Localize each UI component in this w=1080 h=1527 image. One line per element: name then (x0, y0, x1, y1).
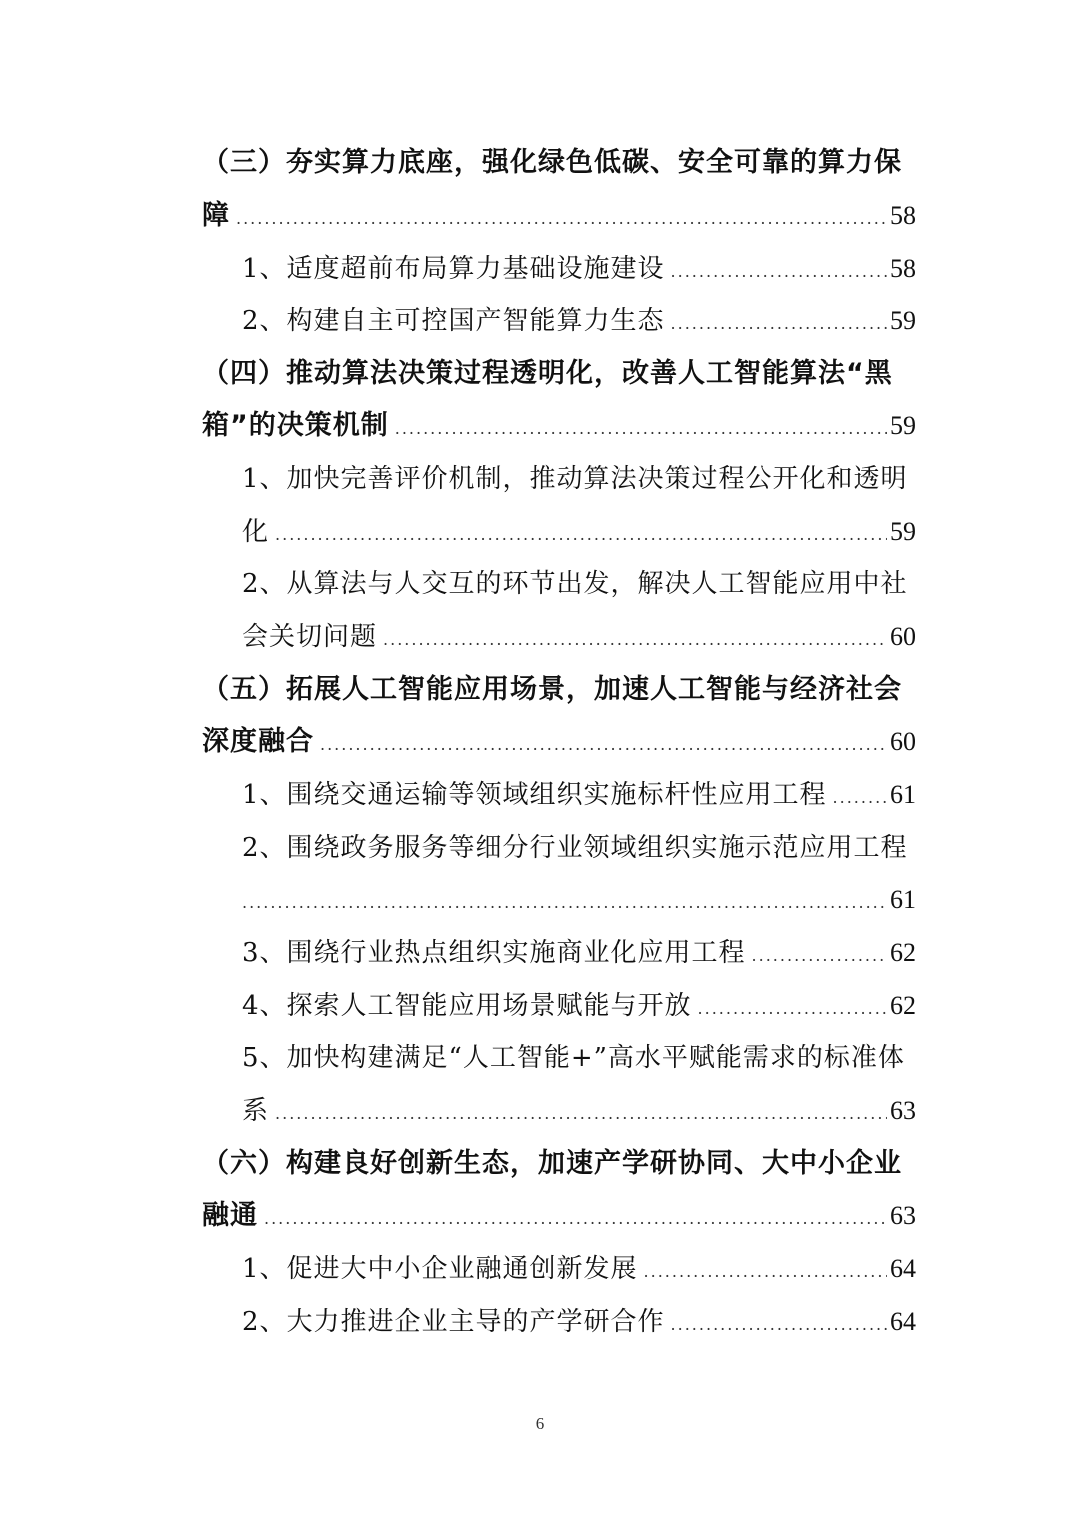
toc-line-text: 5、加快构建满足“人工智能+”高水平赋能需求的标准体 (242, 1043, 905, 1073)
toc-line-text: （六）构建良好创新生态，加速产学研协同、大中小企业 (202, 1148, 902, 1179)
toc-line-text: 2、围绕政务服务等细分行业领域组织实施示范应用工程 (242, 833, 908, 863)
dot-leader (383, 618, 887, 662)
toc-line-text: 融通 (202, 1200, 258, 1231)
toc-line (242, 299, 916, 343)
toc-line (202, 720, 916, 764)
toc-page-number: 63 (890, 1096, 916, 1125)
toc-line-text: 1、适度超前布局算力基础设施建设 (242, 254, 665, 284)
toc-page-number: 64 (890, 1254, 916, 1283)
toc-line-text: 1、围绕交通运输等领域组织实施标杆性应用工程 (242, 780, 827, 810)
toc-page-number: 64 (890, 1307, 916, 1336)
toc-page-number: 59 (890, 306, 916, 335)
toc-line (242, 984, 916, 1028)
toc-line-text: 箱”的决策机制 (202, 410, 389, 441)
toc-line-text: 3、围绕行业热点组织实施商业化应用工程 (242, 938, 746, 968)
toc-line-text: 1、促进大中小企业融通创新发展 (242, 1254, 638, 1284)
toc-line (242, 1300, 916, 1344)
toc-line (202, 1142, 916, 1186)
toc-page-number: 59 (890, 517, 916, 546)
page-number: 6 (535, 1414, 545, 1433)
dot-leader (644, 1250, 887, 1294)
toc-page-number: 60 (890, 622, 916, 651)
toc-line-text: 2、大力推进企业主导的产学研合作 (242, 1307, 665, 1337)
toc-line (202, 194, 916, 238)
toc-page-number: 63 (890, 1201, 916, 1230)
toc-line (242, 931, 916, 975)
toc-line (242, 247, 916, 291)
toc-page-number: 60 (890, 727, 916, 756)
dot-leader (671, 250, 887, 294)
toc-line-text: 2、从算法与人交互的环节出发，解决人工智能应用中社 (242, 569, 908, 599)
toc-page-number: 62 (890, 938, 916, 967)
toc-line-text: （四）推动算法决策过程透明化，改善人工智能算法“黑 (202, 358, 893, 389)
toc-page-number: 58 (890, 201, 916, 230)
toc-line (242, 615, 916, 659)
toc-line (202, 1194, 916, 1238)
toc-page-number: 58 (890, 254, 916, 283)
toc-page-number: 61 (890, 885, 916, 914)
toc-line (242, 1247, 916, 1291)
toc-line (242, 1036, 916, 1080)
dot-leader (264, 1197, 887, 1241)
toc-line (242, 878, 916, 922)
toc-line (242, 562, 916, 606)
toc-page-number: 59 (890, 411, 916, 440)
toc-line-text: 会关切问题 (242, 622, 378, 652)
dot-leader (752, 934, 887, 978)
toc-line (242, 773, 916, 817)
toc-line-text: 4、探索人工智能应用场景赋能与开放 (242, 991, 692, 1021)
toc-line (242, 1089, 916, 1133)
toc-line-text: 障 (202, 200, 230, 231)
dot-leader (395, 407, 887, 451)
toc-line-text: 1、加快完善评价机制，推动算法决策过程公开化和透明 (242, 464, 908, 494)
dot-leader (671, 302, 887, 346)
toc-line-text: 2、构建自主可控国产智能算力生态 (242, 306, 665, 336)
toc-line (202, 141, 916, 185)
toc-page-number: 62 (890, 991, 916, 1020)
toc-line-text: （三）夯实算力底座，强化绿色低碳、安全可靠的算力保 (202, 147, 902, 178)
toc-line-text: （五）拓展人工智能应用场景，加速人工智能与经济社会 (202, 674, 902, 705)
toc-line-text: 深度融合 (202, 726, 314, 757)
dot-leader (242, 881, 887, 925)
toc-line (242, 510, 916, 554)
toc-line-text: 化 (242, 517, 270, 547)
toc-line (242, 826, 916, 870)
dot-leader (275, 513, 887, 557)
toc-line (202, 668, 916, 712)
toc-line-text: 系 (242, 1096, 270, 1126)
toc-line (202, 404, 916, 448)
dot-leader (671, 1303, 887, 1347)
toc-line (202, 352, 916, 396)
dot-leader (275, 1092, 887, 1136)
dot-leader (833, 776, 887, 820)
dot-leader (320, 723, 887, 767)
dot-leader (236, 197, 887, 241)
toc-line (242, 457, 916, 501)
toc-page-number: 61 (890, 780, 916, 809)
dot-leader (698, 987, 887, 1031)
